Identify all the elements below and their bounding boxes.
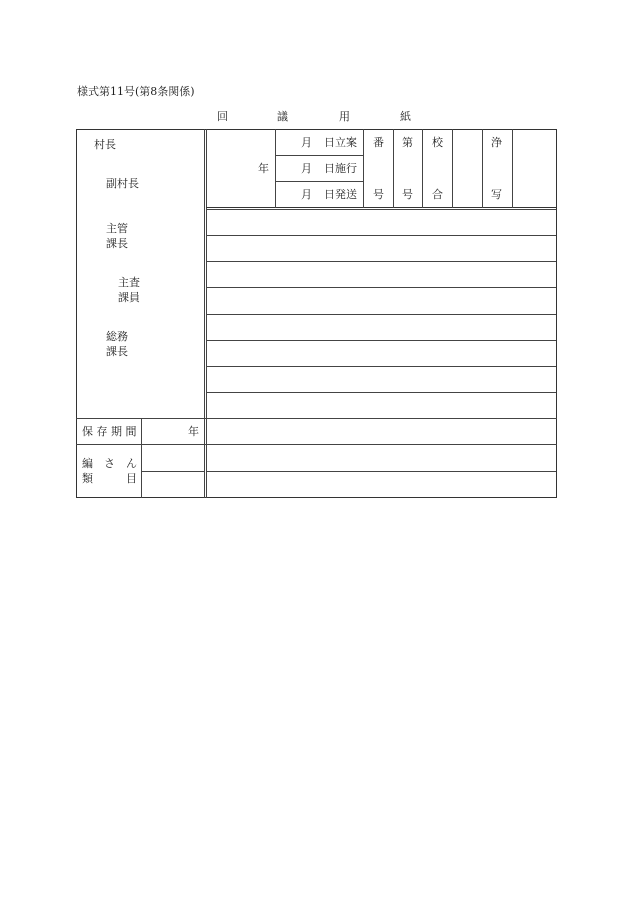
col-kou-bottom: 合 bbox=[432, 188, 443, 201]
retention-label: 保 存 期 間 bbox=[82, 425, 137, 438]
date-month-sent: 月 bbox=[301, 188, 312, 201]
title-char-shi: 紙 bbox=[400, 110, 411, 123]
date-year-label: 年 bbox=[258, 162, 269, 175]
col-ban-bottom: 号 bbox=[373, 188, 384, 201]
approver-sonchou: 村長 bbox=[94, 138, 116, 151]
title-char-kai: 回 bbox=[217, 110, 228, 123]
col-jou-bottom: 写 bbox=[491, 188, 502, 201]
approver-soumu-2: 課長 bbox=[106, 345, 128, 358]
retention-unit: 年 bbox=[188, 425, 199, 438]
date-month-drafted: 月 bbox=[301, 136, 312, 149]
date-month-enforced: 月 bbox=[301, 162, 312, 175]
title-char-gi: 議 bbox=[277, 110, 288, 123]
col-dai-bottom: 号 bbox=[402, 188, 413, 201]
col-kou-top: 校 bbox=[432, 136, 443, 149]
date-day-enforced: 日施行 bbox=[324, 162, 357, 175]
title-char-you: 用 bbox=[339, 110, 350, 123]
approver-shusa-2: 課員 bbox=[118, 291, 140, 304]
approver-shusa-1: 主査 bbox=[118, 276, 140, 289]
approver-shukan-1: 主管 bbox=[106, 222, 128, 235]
approver-shukan-2: 課長 bbox=[106, 237, 128, 250]
date-day-sent: 日発送 bbox=[324, 188, 357, 201]
approver-fuku-sonchou: 副村長 bbox=[106, 177, 139, 190]
category-label-line1: 編 さ ん bbox=[82, 457, 137, 470]
col-ban-top: 番 bbox=[373, 136, 384, 149]
date-day-drafted: 日立案 bbox=[324, 136, 357, 149]
category-label-line2: 類 目 bbox=[82, 472, 137, 485]
approver-soumu-1: 総務 bbox=[106, 330, 128, 343]
form-number-label: 様式第11号(第8条関係) bbox=[77, 85, 195, 98]
col-jou-top: 浄 bbox=[491, 136, 502, 149]
col-dai-top: 第 bbox=[402, 136, 413, 149]
